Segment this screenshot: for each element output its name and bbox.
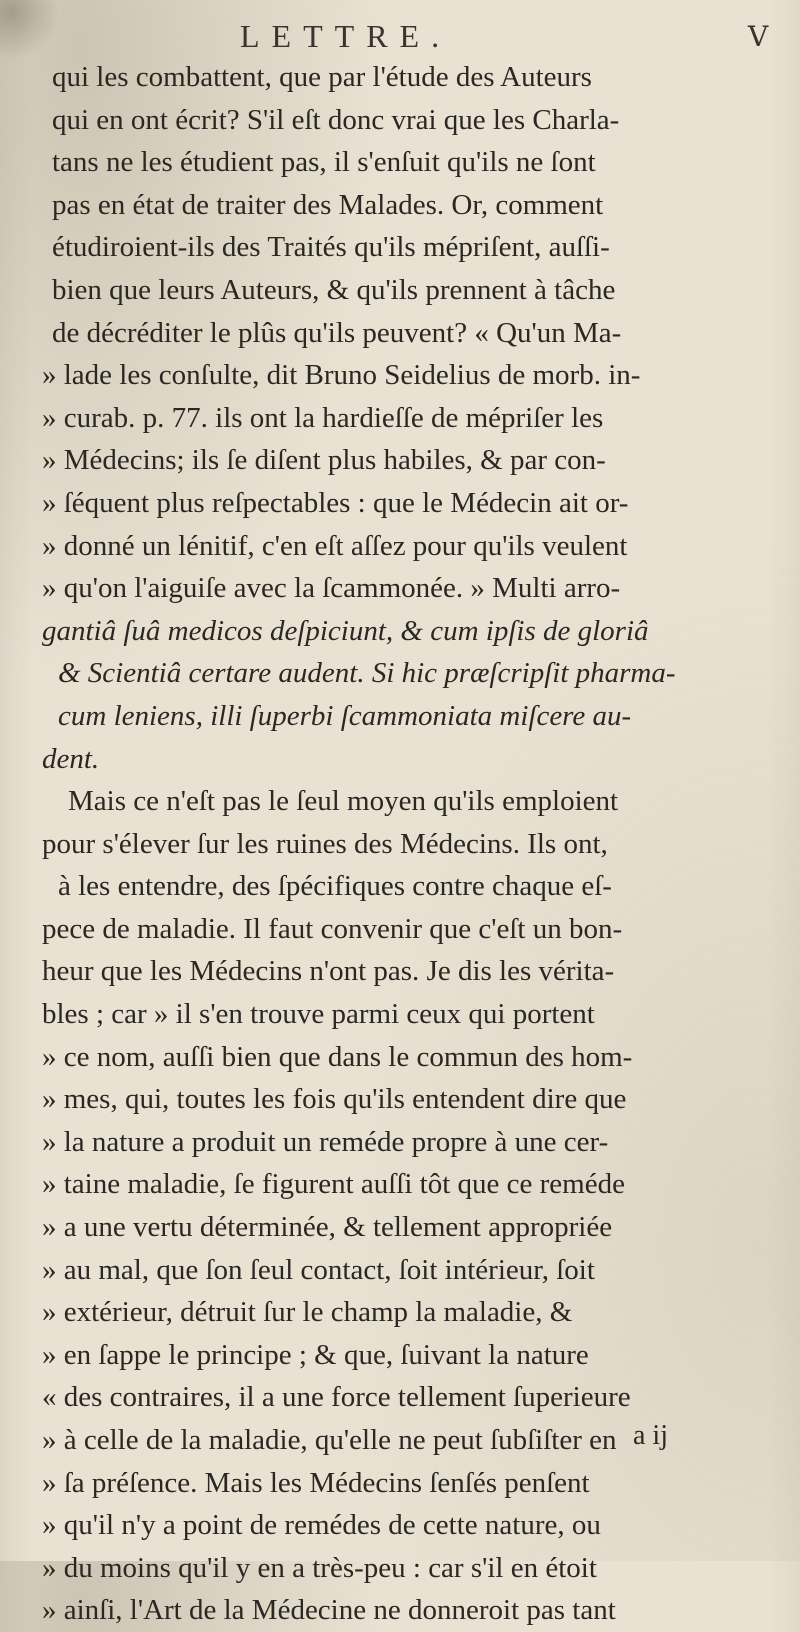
text-line: » qu'il n'y a point de remédes de cette nature, ou — [42, 1509, 601, 1542]
text-line: » ſéquent plus reſpectables : que le Médecin ait or- — [42, 486, 629, 519]
signature-mark: V — [748, 20, 769, 53]
text-line: » du moins qu'il y en a très-peu : car s'il en étoit — [42, 1551, 597, 1584]
text-line: à les entendre, des ſpécifiques contre chaque eſ- — [58, 870, 612, 903]
text-line: » donné un lénitif, c'en eſt aſſez pour qu'ils veulent — [42, 529, 628, 562]
text-line: » à celle de la maladie, qu'elle ne peut ſubſiſter en — [42, 1424, 617, 1456]
text-line: cum leniens, illi ſuperbi ſcammoniata miſcere au- — [58, 699, 632, 732]
text-line: pece de maladie. Il faut convenir que c'eſt un bon- — [42, 912, 623, 945]
running-title: LETTRE. — [240, 18, 452, 54]
text-line: pour s'élever ſur les ruines des Médecins. Ils ont, — [42, 827, 608, 860]
running-head — [0, 14, 800, 58]
text-line: » la nature a produit un reméde propre à une cer- — [42, 1125, 609, 1158]
body-text — [38, 56, 783, 1632]
text-line: bien que leurs Auteurs, & qu'ils prennent à tâche — [52, 273, 616, 306]
text-line: pas en état de traiter des Malades. Or, comment — [52, 188, 604, 221]
text-line: bles ; car » il s'en trouve parmi ceux qui portent — [42, 998, 595, 1031]
text-line: » curab. p. 77. ils ont la hardieſſe de mépriſer les — [42, 401, 604, 434]
text-line: » en ſappe le principe ; & que, ſuivant la nature — [42, 1338, 589, 1371]
text-line: gantiâ ſuâ medicos deſpiciunt, & cum ipſis de gloriâ — [42, 614, 649, 647]
text-line: qui les combattent, que par l'étude des Auteurs — [52, 61, 592, 93]
catchword: a ij — [633, 1420, 668, 1451]
text-line: » ce nom, auſſi bien que dans le commun des hom- — [42, 1040, 633, 1073]
text-line: étudiroient-ils des Traités qu'ils mépriſent, auſſi- — [52, 231, 610, 264]
text-line: » ainſi, l'Art de la Médecine ne donneroit pas tant — [42, 1594, 616, 1627]
text-line: & Scientiâ certare audent. Si hic præſcripſit pharma- — [58, 657, 676, 690]
text-line: » extérieur, détruit ſur le champ la maladie, & — [42, 1296, 573, 1329]
text-line: heur que les Médecins n'ont pas. Je dis les vérita- — [42, 955, 615, 988]
text-line: » mes, qui, toutes les fois qu'ils entendent dire que — [42, 1083, 627, 1116]
text-line: » au mal, que ſon ſeul contact, ſoit intérieur, ſoit — [42, 1253, 595, 1286]
text-line: » Médecins; ils ſe diſent plus habiles, & par con- — [42, 444, 606, 477]
text-line: » lade les conſulte, dit Bruno Seidelius de morb. in- — [42, 359, 641, 392]
text-line: de décréditer le plûs qu'ils peuvent? « Qu'un Ma- — [52, 316, 622, 349]
text-line: Mais ce n'eſt pas le ſeul moyen qu'ils emploient — [68, 785, 619, 818]
text-line: qui en ont écrit? S'il eſt donc vrai que les Charla- — [52, 103, 620, 136]
text-line: » a une vertu déterminée, & tellement appropriée — [42, 1211, 613, 1244]
text-line: » taine maladie, ſe figurent auſſi tôt que ce reméde — [42, 1168, 625, 1201]
text-line: » ſa préſence. Mais les Médecins ſenſés penſent — [42, 1466, 590, 1499]
text-line: « des contraires, il a une force tellement ſuperieure — [42, 1381, 631, 1414]
text-line: » qu'on l'aiguiſe avec la ſcammonée. » Multi arro- — [42, 572, 621, 605]
text-line: tans ne les étudient pas, il s'enſuit qu'ils ne ſont — [52, 146, 596, 179]
text-line: dent. — [42, 742, 100, 775]
